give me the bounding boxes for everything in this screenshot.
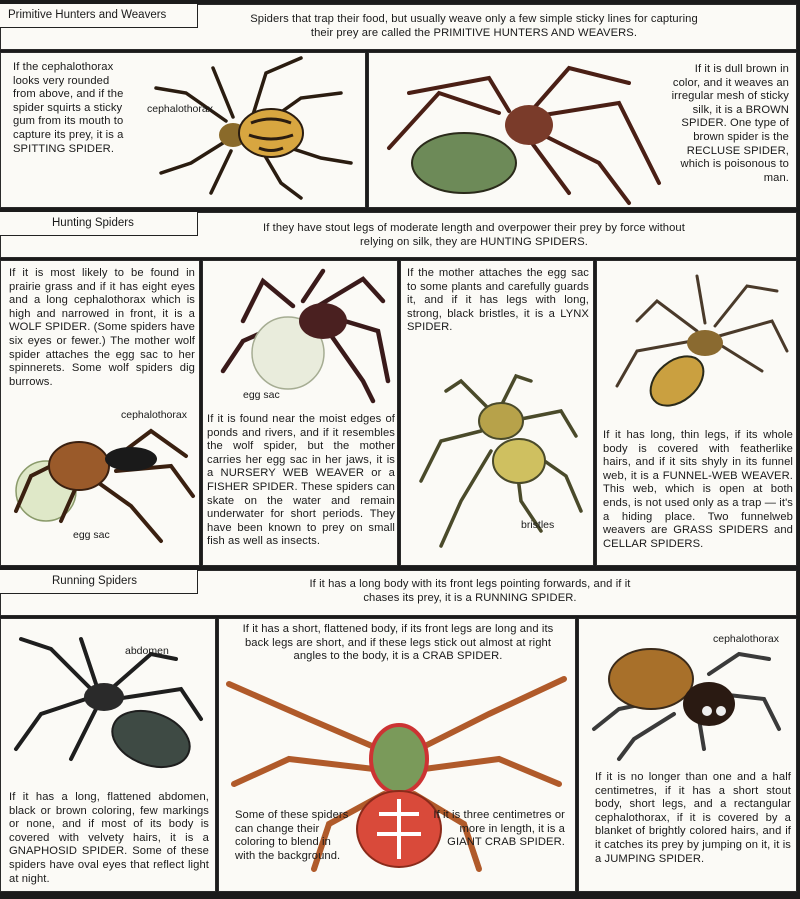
hunting-intro-text: If they have stout legs of moderate length and overpower their prey by force without relying on silk, they are HUNTING SPIDERS. [263, 222, 685, 248]
nursery-spider-panel [202, 260, 398, 566]
crab-spider-right-text: If it is three centimetres or more in length, it is a GIANT CRAB SPIDER. [433, 809, 565, 849]
crab-spider-panel [218, 618, 576, 892]
crab-spider-left-text: Some of these spiders can change their coloring to blend in with the background. [235, 809, 349, 862]
funnel-spider-text: If it has long, thin legs, if its whole body is covered with featherlike hairs, and if it sits shyly in its funnel web, it is a FUNNEL-WEB WEAVER. This web, which is open at both ends, is not used only as a trap — it's a hiding place. Two funnelweb weavers are GRASS SPIDERS and CELLAR SPIDERS. [603, 429, 793, 550]
jumping-spider-text: If it is no longer than one and a half centimetres, if it has a short stout body, short legs, and a rectangular cephalothorax, if it is covered by a blanket of brightly colored hairs, and if it catches its prey by jumping on it, it is a JUMPING SPIDER. [595, 771, 791, 865]
wolf-cephalothorax-label: cephalothorax [121, 409, 187, 421]
spitting-cephalothorax-label: cephalothorax [147, 103, 213, 115]
lynx-spider-text: If the mother attaches the egg sac to some plants and carefully guards it, and if it has legs with long, strong, black bristles, it is a LYNX SPIDER. [407, 267, 589, 334]
gnaphosid-spider-illustration [1, 619, 216, 779]
funnel-spider-panel [596, 260, 797, 566]
gnaphosid-spider-text: If it has a long, flattened abdomen, black or brown coloring, few markings or none, and if most of its body is covered with velvety hairs, it is a GNAPHOSID SPIDER. Some of these spiders have oval eyes that reflect light at night. [9, 791, 209, 885]
primitive-intro-text: Spiders that trap their food, but usually weave only a few simple sticky lines for capturing their prey are called the PRIMITIVE HUNTERS AND WEAVERS. [250, 13, 698, 39]
primitive-section-title: Primitive Hunters and Weavers [0, 4, 198, 28]
brown-spider-panel [368, 52, 797, 208]
nursery-spider-illustration [203, 261, 398, 409]
nursery-spider-text: If it is found near the moist edges of ponds and rivers, and if it resembles the wolf spider, but the mother carries her egg sac in her jaws, it is a NURSERY WEB WEAVER or a FISHER SPIDER. These spiders can skate on the water and remain underwater for short periods. They have been known to prey on small fish as well as insects. [207, 413, 395, 548]
jumping-cephalothorax-label: cephalothorax [713, 633, 779, 645]
gnaphosid-abdomen-label: abdomen [125, 645, 169, 657]
lynx-bristles-label: bristles [521, 519, 555, 531]
gnaphosid-spider-panel [0, 618, 216, 892]
jumping-spider-panel [578, 618, 797, 892]
running-intro-text: If it has a long body with its front legs pointing forwards, and if it chases its prey, it is a RUNNING SPIDER. [309, 578, 631, 604]
crab-spider-top-text: If it has a short, flattened body, if its front legs are long and its back legs are short, and if these legs stick out almost at right angles to the body, it is a CRAB SPIDER. [242, 623, 554, 663]
nursery-egg-sac-label: egg sac [243, 389, 280, 401]
hunting-section-title: Hunting Spiders [0, 212, 198, 236]
running-section-title: Running Spiders [0, 570, 198, 594]
wolf-spider-panel [0, 260, 200, 566]
lynx-spider-illustration [401, 261, 594, 566]
wolf-spider-text: If it is most likely to be found in prairie grass and if it has eight eyes and a long cephalothorax which is high and narrowed in front, it is a WOLF SPIDER. (Some spiders have six eyes or fewer.) The mother wolf spider attaches the egg sac to her spinnerets. Some wolf spiders dig burrows. [9, 267, 195, 388]
funnel-spider-illustration [597, 261, 797, 421]
brown-spider-text: If it is dull brown in color, and it weaves an irregular mesh of sticky silk, it is a BROWN SPIDER. One type of brown spider is the RECLUSE SPIDER, which is poisonous to man. [671, 63, 789, 184]
spitting-spider-text: If the cephalothorax looks very rounded from above, and if the spider squirts a sticky gum from its mouth to capture its prey, it is a SPITTING SPIDER. [13, 61, 124, 155]
lynx-spider-panel [400, 260, 594, 566]
spitting-spider-panel [0, 52, 366, 208]
wolf-egg-sac-label: egg sac [73, 529, 110, 541]
